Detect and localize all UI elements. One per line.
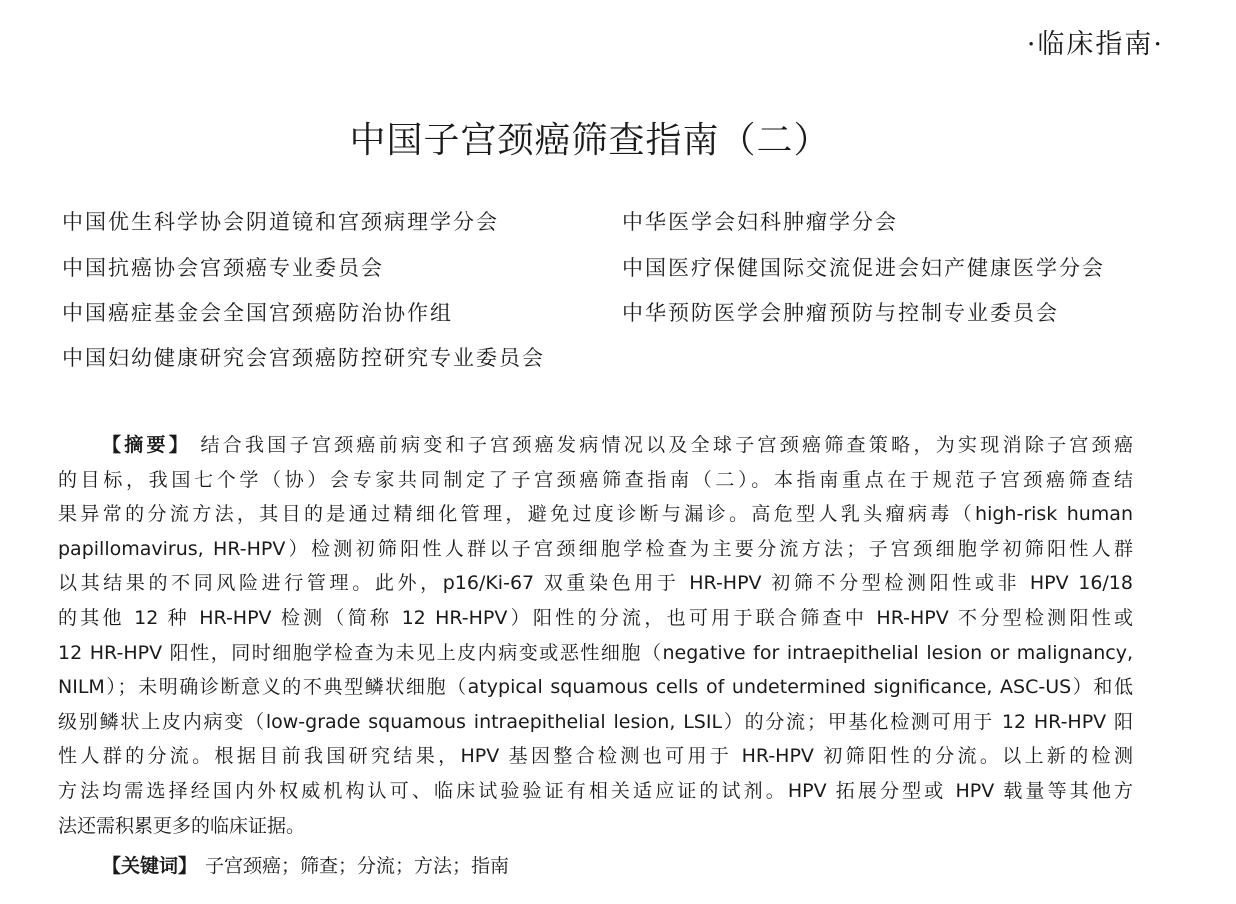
- abstract-line: 的其他 12 种 HR-HPV 检测（简称 12 HR-HPV）阳性的分流，也可用于联合筛查中 HR-HPV 不分型检测阳性或: [58, 606, 1133, 629]
- abstract: [58, 428, 1133, 843]
- keywords-label: 【关键词】: [102, 855, 198, 877]
- abstract-line: 性人群的分流。根据目前我国研究结果，HPV 基因整合检测也可用于 HR-HPV 初筛阳性的分流。以上新的检测: [58, 745, 1133, 768]
- organization-right-3: 中华预防医学会肿瘤预防与控制专业委员会: [622, 301, 1059, 325]
- organization-left-1: 中国优生科学协会阴道镜和宫颈病理学分会: [62, 210, 499, 234]
- abstract-line: [58, 428, 1133, 463]
- organization-left-4: 中国妇幼健康研究会宫颈癌防控研究专业委员会: [62, 346, 545, 370]
- article-title: 中国子宫颈癌筛查指南（二）: [349, 120, 831, 161]
- abstract-line: 方法均需选择经国内外权威机构认可、临床试验验证有相关适应证的试剂。HPV 拓展分型或 HPV 载量等其他方: [58, 779, 1133, 802]
- abstract-text: 结合我国子宫颈癌前病变和子宫颈癌发病情况以及全球子宫颈癌筛查策略，为实现消除子宫颈癌: [200, 434, 1133, 456]
- organization-right-2: 中国医疗保健国际交流促进会妇产健康医学分会: [622, 256, 1105, 280]
- abstract-line: 的目标，我国七个学（协）会专家共同制定了子宫颈癌筛查指南（二）。本指南重点在于规范子宫颈癌筛查结: [58, 468, 1133, 491]
- organization-left-3: 中国癌症基金会全国宫颈癌防治协作组: [62, 301, 453, 325]
- abstract-line: NILM）；未明确诊断意义的不典型鳞状细胞（atypical squamous cells of undetermined significance, ASC-US）和低: [58, 676, 1133, 699]
- keywords: [102, 851, 509, 878]
- abstract-line: papillomavirus, HR-HPV）检测初筛阳性人群以子宫颈细胞学检查为主要分流方法；子宫颈细胞学初筛阳性人群: [58, 537, 1133, 560]
- abstract-line: 以其结果的不同风险进行管理。此外，p16/Ki-67 双重染色用于 HR-HPV 初筛不分型检测阳性或非 HPV 16/18: [58, 572, 1133, 595]
- abstract-line: 果异常的分流方法，其目的是通过精细化管理，避免过度诊断与漏诊。高危型人乳头瘤病毒（high-risk human: [58, 503, 1133, 526]
- section-tag: ·临床指南·: [1026, 29, 1164, 60]
- abstract-label: 【摘要】: [102, 434, 192, 456]
- abstract-line: 12 HR-HPV 阳性，同时细胞学检查为未见上皮内病变或恶性细胞（negative for intraepithelial lesion or malignancy,: [58, 641, 1133, 664]
- keywords-text: 子宫颈癌；筛查；分流；方法；指南: [205, 855, 510, 877]
- abstract-line: 级别鳞状上皮内病变（low-grade squamous intraepithelial lesion, LSIL）的分流；甲基化检测可用于 12 HR-HPV 阳: [58, 710, 1133, 733]
- abstract-line: 法还需积累更多的临床证据。: [58, 814, 306, 837]
- organization-left-2: 中国抗癌协会宫颈癌专业委员会: [62, 256, 384, 280]
- organization-right-1: 中华医学会妇科肿瘤学分会: [622, 210, 898, 234]
